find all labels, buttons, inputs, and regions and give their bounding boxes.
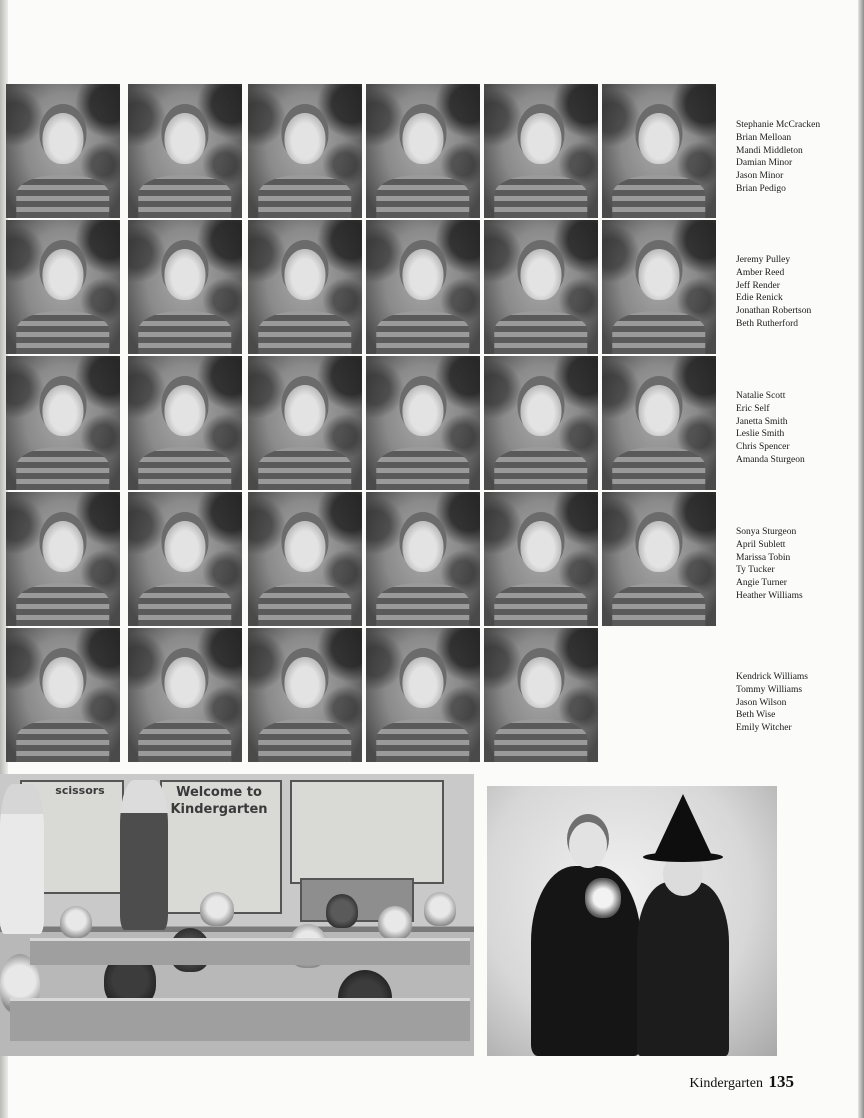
student-portrait: [366, 220, 480, 354]
portrait-shoulders: [612, 311, 705, 354]
portrait-head: [402, 385, 443, 436]
portrait-shoulders: [16, 583, 109, 626]
welcome-sign: Welcome to Kindergarten: [170, 785, 268, 817]
student-portrait: [128, 84, 242, 218]
portrait-shoulders: [376, 719, 469, 762]
portrait-head: [520, 657, 561, 708]
scissors-sign: scissors: [55, 784, 105, 797]
student-name: Chris Spencer: [736, 442, 790, 453]
portrait-head: [42, 657, 83, 708]
portrait-head: [520, 521, 561, 572]
portrait-head: [164, 113, 205, 164]
portrait-shoulders: [376, 583, 469, 626]
portrait-shoulders: [258, 447, 351, 490]
student-portrait: [484, 84, 598, 218]
student-portrait: [484, 492, 598, 626]
portrait-head: [42, 521, 83, 572]
student-name: Beth Rutherford: [736, 318, 799, 329]
portrait-shoulders: [376, 447, 469, 490]
child-figure: [424, 892, 456, 926]
student-name: Mandi Middleton: [736, 145, 803, 156]
student-name: Sonya Sturgeon: [736, 527, 797, 537]
portrait-shoulders: [258, 719, 351, 762]
student-portrait: [6, 356, 120, 490]
portrait-head: [638, 113, 679, 164]
student-name: Amanda Sturgeon: [736, 454, 805, 465]
student-name: Kendrick Williams: [736, 672, 808, 682]
witch-hat: [653, 794, 713, 858]
portrait-shoulders: [494, 175, 587, 218]
student-portrait: [248, 84, 362, 218]
child-figure: [326, 894, 358, 928]
portrait-shoulders: [258, 311, 351, 354]
student-name: Tommy Williams: [736, 684, 803, 695]
page-number: 135: [768, 1072, 794, 1091]
portrait-shoulders: [16, 175, 109, 218]
student-name: Damian Minor: [736, 158, 793, 169]
portrait-shoulders: [376, 311, 469, 354]
student-portrait: [366, 492, 480, 626]
student-portrait: [6, 84, 120, 218]
portrait-head: [638, 385, 679, 436]
portrait-head: [402, 657, 443, 708]
portrait-shoulders: [258, 175, 351, 218]
student-name: Brian Melloan: [736, 132, 792, 143]
student-portrait: [366, 628, 480, 762]
portrait-shoulders: [138, 175, 231, 218]
student-portrait: [6, 492, 120, 626]
student-portrait: [128, 220, 242, 354]
student-name: Jeremy Pulley: [736, 255, 791, 265]
student-name: Stephanie McCracken: [736, 120, 821, 130]
student-name: Ty Tucker: [736, 565, 775, 576]
student-name: Angie Turner: [736, 578, 787, 589]
portrait-head: [164, 249, 205, 300]
student-name: Amber Reed: [736, 267, 785, 278]
name-list-row-3: [736, 390, 805, 467]
portrait-head: [520, 385, 561, 436]
portrait-head: [402, 521, 443, 572]
student-name: April Sublett: [736, 539, 786, 550]
witch-costume: [637, 882, 729, 1056]
portrait-shoulders: [494, 311, 587, 354]
student-portrait: [248, 492, 362, 626]
portrait-shoulders: [376, 175, 469, 218]
student-portrait: [602, 84, 716, 218]
portrait-head: [284, 385, 325, 436]
student-name: Heather Williams: [736, 590, 803, 601]
child-figure: [60, 906, 92, 938]
student-portrait: [128, 492, 242, 626]
bulletin-board: [290, 780, 444, 884]
portrait-head: [284, 249, 325, 300]
name-list-row-4: [736, 526, 803, 603]
portrait-shoulders: [612, 447, 705, 490]
portrait-head: [164, 385, 205, 436]
student-portrait: [128, 356, 242, 490]
student-name: Natalie Scott: [736, 391, 786, 401]
page-footer: [689, 1072, 794, 1092]
portrait-head: [520, 113, 561, 164]
student-portrait: [602, 356, 716, 490]
portrait-shoulders: [16, 311, 109, 354]
portrait-shoulders: [612, 175, 705, 218]
portrait-head: [42, 249, 83, 300]
student-portrait: [366, 356, 480, 490]
portrait-head: [638, 521, 679, 572]
student-portrait: [6, 220, 120, 354]
classroom-desks: [30, 938, 470, 965]
student-portrait: [6, 628, 120, 762]
classroom-desks: [10, 998, 470, 1041]
student-name: Janetta Smith: [736, 416, 788, 427]
name-list-row-2: [736, 254, 811, 331]
portrait-head: [638, 249, 679, 300]
classroom-photo: [0, 774, 474, 1056]
portrait-head: [284, 521, 325, 572]
portrait-shoulders: [494, 719, 587, 762]
child-face: [569, 822, 607, 868]
student-portrait: [484, 628, 598, 762]
student-portrait: [602, 220, 716, 354]
skull-mask: [585, 878, 621, 918]
student-portrait: [484, 356, 598, 490]
teacher-figure: [120, 780, 168, 930]
portrait-shoulders: [138, 719, 231, 762]
portrait-head: [42, 385, 83, 436]
portrait-shoulders: [138, 311, 231, 354]
name-list-row-1: [736, 119, 820, 196]
aide-figure: [0, 784, 44, 934]
student-name: Jonathan Robertson: [736, 306, 812, 317]
child-figure: [378, 906, 412, 940]
portrait-shoulders: [494, 447, 587, 490]
portrait-head: [42, 113, 83, 164]
student-name: Beth Wise: [736, 710, 776, 721]
section-label: Kindergarten: [689, 1076, 763, 1091]
student-portrait: [248, 356, 362, 490]
student-name: Jason Wilson: [736, 697, 787, 708]
student-name: Brian Pedigo: [736, 183, 786, 194]
student-portrait: [366, 84, 480, 218]
page-edge-shadow: [858, 0, 864, 1118]
student-name: Emily Witcher: [736, 723, 792, 734]
portrait-shoulders: [16, 447, 109, 490]
portrait-head: [284, 657, 325, 708]
student-portrait: [248, 628, 362, 762]
portrait-head: [520, 249, 561, 300]
portrait-head: [284, 113, 325, 164]
student-name: Marissa Tobin: [736, 552, 791, 563]
portrait-head: [164, 657, 205, 708]
halloween-costume-photo: [487, 786, 777, 1056]
portrait-shoulders: [138, 447, 231, 490]
portrait-shoulders: [16, 719, 109, 762]
student-portrait: [602, 492, 716, 626]
student-name: Edie Renick: [736, 293, 783, 304]
portrait-shoulders: [494, 583, 587, 626]
portrait-shoulders: [258, 583, 351, 626]
portrait-head: [402, 113, 443, 164]
portrait-head: [164, 521, 205, 572]
name-list-row-5: [736, 671, 808, 735]
student-name: Jeff Render: [736, 280, 780, 291]
student-portrait: [128, 628, 242, 762]
witch-hat-brim: [643, 852, 723, 862]
student-name: Leslie Smith: [736, 429, 785, 440]
portrait-shoulders: [612, 583, 705, 626]
portrait-head: [402, 249, 443, 300]
child-figure: [200, 892, 234, 926]
portrait-shoulders: [138, 583, 231, 626]
student-name: Jason Minor: [736, 171, 784, 182]
student-portrait: [248, 220, 362, 354]
student-name: Eric Self: [736, 403, 770, 414]
student-portrait: [484, 220, 598, 354]
